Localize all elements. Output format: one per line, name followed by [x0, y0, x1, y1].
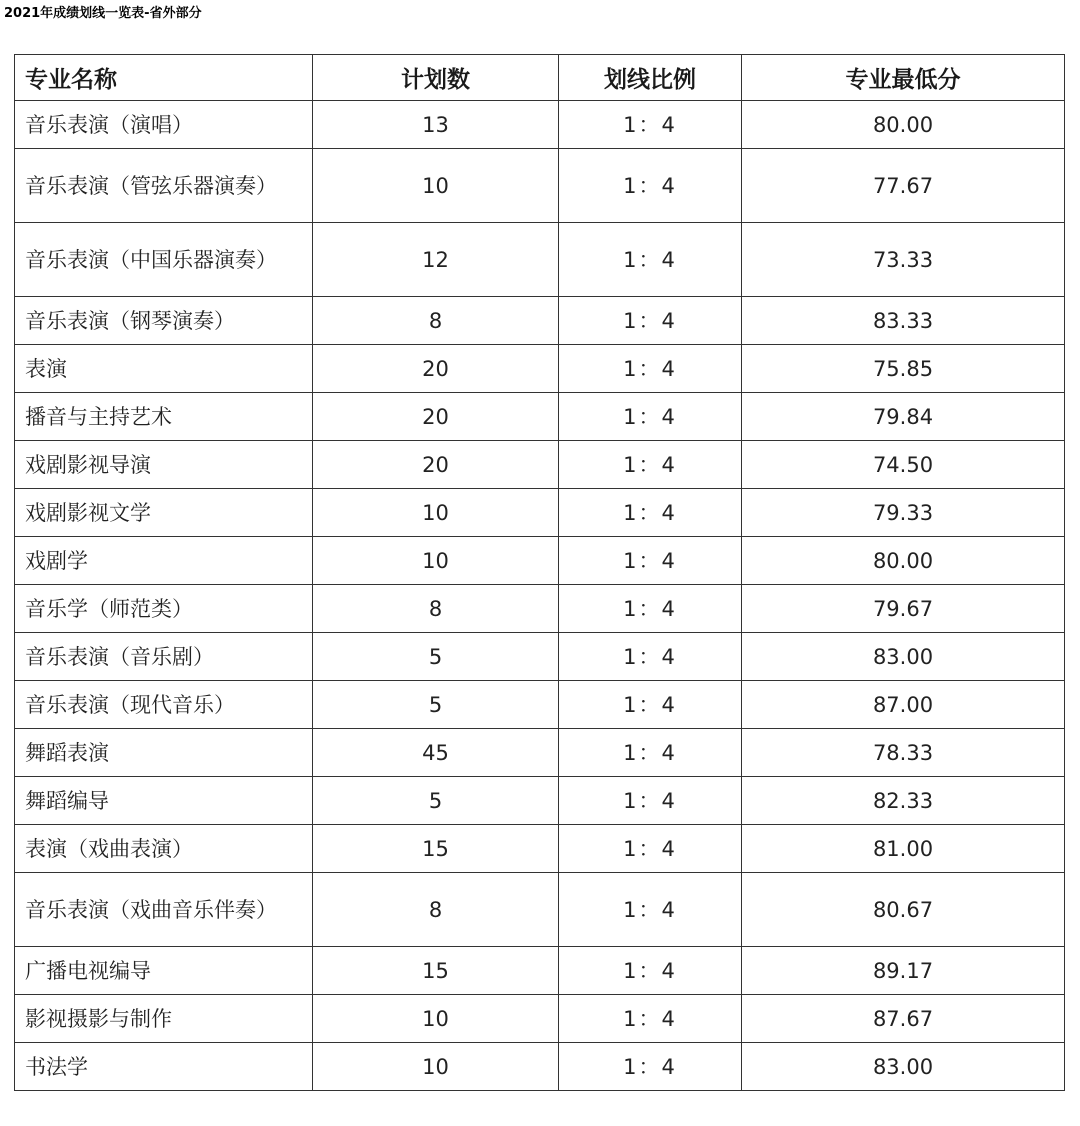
cell-min-score: 83.00 [742, 633, 1065, 681]
cell-major-name: 音乐表演（中国乐器演奏） [15, 223, 313, 297]
cell-cutoff-ratio: 1：4 [559, 297, 742, 345]
table-row [15, 1043, 1065, 1091]
cell-cutoff-ratio: 1：4 [559, 223, 742, 297]
cell-cutoff-ratio: 1：4 [559, 681, 742, 729]
table-row [15, 101, 1065, 149]
table-row [15, 873, 1065, 947]
cell-major-name: 音乐学（师范类） [15, 585, 313, 633]
cell-min-score: 75.85 [742, 345, 1065, 393]
cell-cutoff-ratio: 1：4 [559, 149, 742, 223]
cell-plan-count: 5 [313, 633, 559, 681]
cell-plan-count: 10 [313, 489, 559, 537]
table-row [15, 223, 1065, 297]
table-body [15, 101, 1065, 1091]
cell-min-score: 81.00 [742, 825, 1065, 873]
cell-plan-count: 10 [313, 1043, 559, 1091]
cell-cutoff-ratio: 1：4 [559, 537, 742, 585]
header-row [15, 55, 1065, 101]
cell-min-score: 82.33 [742, 777, 1065, 825]
table-row [15, 489, 1065, 537]
cell-plan-count: 13 [313, 101, 559, 149]
cell-major-name: 播音与主持艺术 [15, 393, 313, 441]
cell-cutoff-ratio: 1：4 [559, 995, 742, 1043]
cell-cutoff-ratio: 1：4 [559, 489, 742, 537]
table-row [15, 149, 1065, 223]
cell-min-score: 87.67 [742, 995, 1065, 1043]
cell-min-score: 80.00 [742, 101, 1065, 149]
table-row [15, 947, 1065, 995]
table-row [15, 825, 1065, 873]
table-row [15, 729, 1065, 777]
cell-major-name: 音乐表演（演唱） [15, 101, 313, 149]
cell-plan-count: 5 [313, 681, 559, 729]
cell-cutoff-ratio: 1：4 [559, 633, 742, 681]
header-min-score: 专业最低分 [742, 55, 1065, 101]
cell-cutoff-ratio: 1：4 [559, 585, 742, 633]
cell-plan-count: 10 [313, 995, 559, 1043]
cell-min-score: 79.33 [742, 489, 1065, 537]
header-plan-count: 计划数 [313, 55, 559, 101]
cell-cutoff-ratio: 1：4 [559, 1043, 742, 1091]
cell-min-score: 80.67 [742, 873, 1065, 947]
table-row [15, 345, 1065, 393]
cell-min-score: 83.00 [742, 1043, 1065, 1091]
cell-plan-count: 10 [313, 149, 559, 223]
cell-major-name: 戏剧学 [15, 537, 313, 585]
cell-major-name: 音乐表演（戏曲音乐伴奏） [15, 873, 313, 947]
cell-plan-count: 15 [313, 825, 559, 873]
cell-plan-count: 20 [313, 441, 559, 489]
cell-cutoff-ratio: 1：4 [559, 825, 742, 873]
table-row [15, 995, 1065, 1043]
cell-major-name: 音乐表演（音乐剧） [15, 633, 313, 681]
table-row [15, 441, 1065, 489]
cell-plan-count: 15 [313, 947, 559, 995]
cell-major-name: 表演 [15, 345, 313, 393]
cell-major-name: 戏剧影视文学 [15, 489, 313, 537]
cell-min-score: 87.00 [742, 681, 1065, 729]
table-row [15, 777, 1065, 825]
score-table [14, 54, 1065, 1091]
cell-cutoff-ratio: 1：4 [559, 441, 742, 489]
cell-min-score: 80.00 [742, 537, 1065, 585]
cell-min-score: 78.33 [742, 729, 1065, 777]
cell-plan-count: 8 [313, 297, 559, 345]
table-row [15, 585, 1065, 633]
cell-min-score: 73.33 [742, 223, 1065, 297]
table-row [15, 297, 1065, 345]
cell-min-score: 89.17 [742, 947, 1065, 995]
cell-major-name: 戏剧影视导演 [15, 441, 313, 489]
cell-min-score: 74.50 [742, 441, 1065, 489]
cell-min-score: 83.33 [742, 297, 1065, 345]
cell-cutoff-ratio: 1：4 [559, 777, 742, 825]
table-row [15, 393, 1065, 441]
cell-plan-count: 20 [313, 393, 559, 441]
cell-cutoff-ratio: 1：4 [559, 393, 742, 441]
cell-major-name: 舞蹈编导 [15, 777, 313, 825]
cell-cutoff-ratio: 1：4 [559, 345, 742, 393]
table-row [15, 633, 1065, 681]
cell-plan-count: 8 [313, 585, 559, 633]
cell-plan-count: 20 [313, 345, 559, 393]
cell-plan-count: 5 [313, 777, 559, 825]
cell-cutoff-ratio: 1：4 [559, 873, 742, 947]
cell-cutoff-ratio: 1：4 [559, 729, 742, 777]
cell-major-name: 表演（戏曲表演） [15, 825, 313, 873]
cell-major-name: 书法学 [15, 1043, 313, 1091]
cell-plan-count: 45 [313, 729, 559, 777]
cell-plan-count: 10 [313, 537, 559, 585]
cell-major-name: 音乐表演（钢琴演奏） [15, 297, 313, 345]
cell-major-name: 舞蹈表演 [15, 729, 313, 777]
cell-major-name: 音乐表演（现代音乐） [15, 681, 313, 729]
cell-major-name: 音乐表演（管弦乐器演奏） [15, 149, 313, 223]
page-title: 2021年成绩划线一览表-省外部分 [4, 6, 202, 21]
table-row [15, 537, 1065, 585]
cell-cutoff-ratio: 1：4 [559, 101, 742, 149]
cell-min-score: 79.67 [742, 585, 1065, 633]
header-major-name: 专业名称 [15, 55, 313, 101]
cell-plan-count: 12 [313, 223, 559, 297]
cell-min-score: 79.84 [742, 393, 1065, 441]
cell-plan-count: 8 [313, 873, 559, 947]
cell-min-score: 77.67 [742, 149, 1065, 223]
table-row [15, 681, 1065, 729]
header-cutoff-ratio: 划线比例 [559, 55, 742, 101]
cell-cutoff-ratio: 1：4 [559, 947, 742, 995]
cell-major-name: 广播电视编导 [15, 947, 313, 995]
cell-major-name: 影视摄影与制作 [15, 995, 313, 1043]
